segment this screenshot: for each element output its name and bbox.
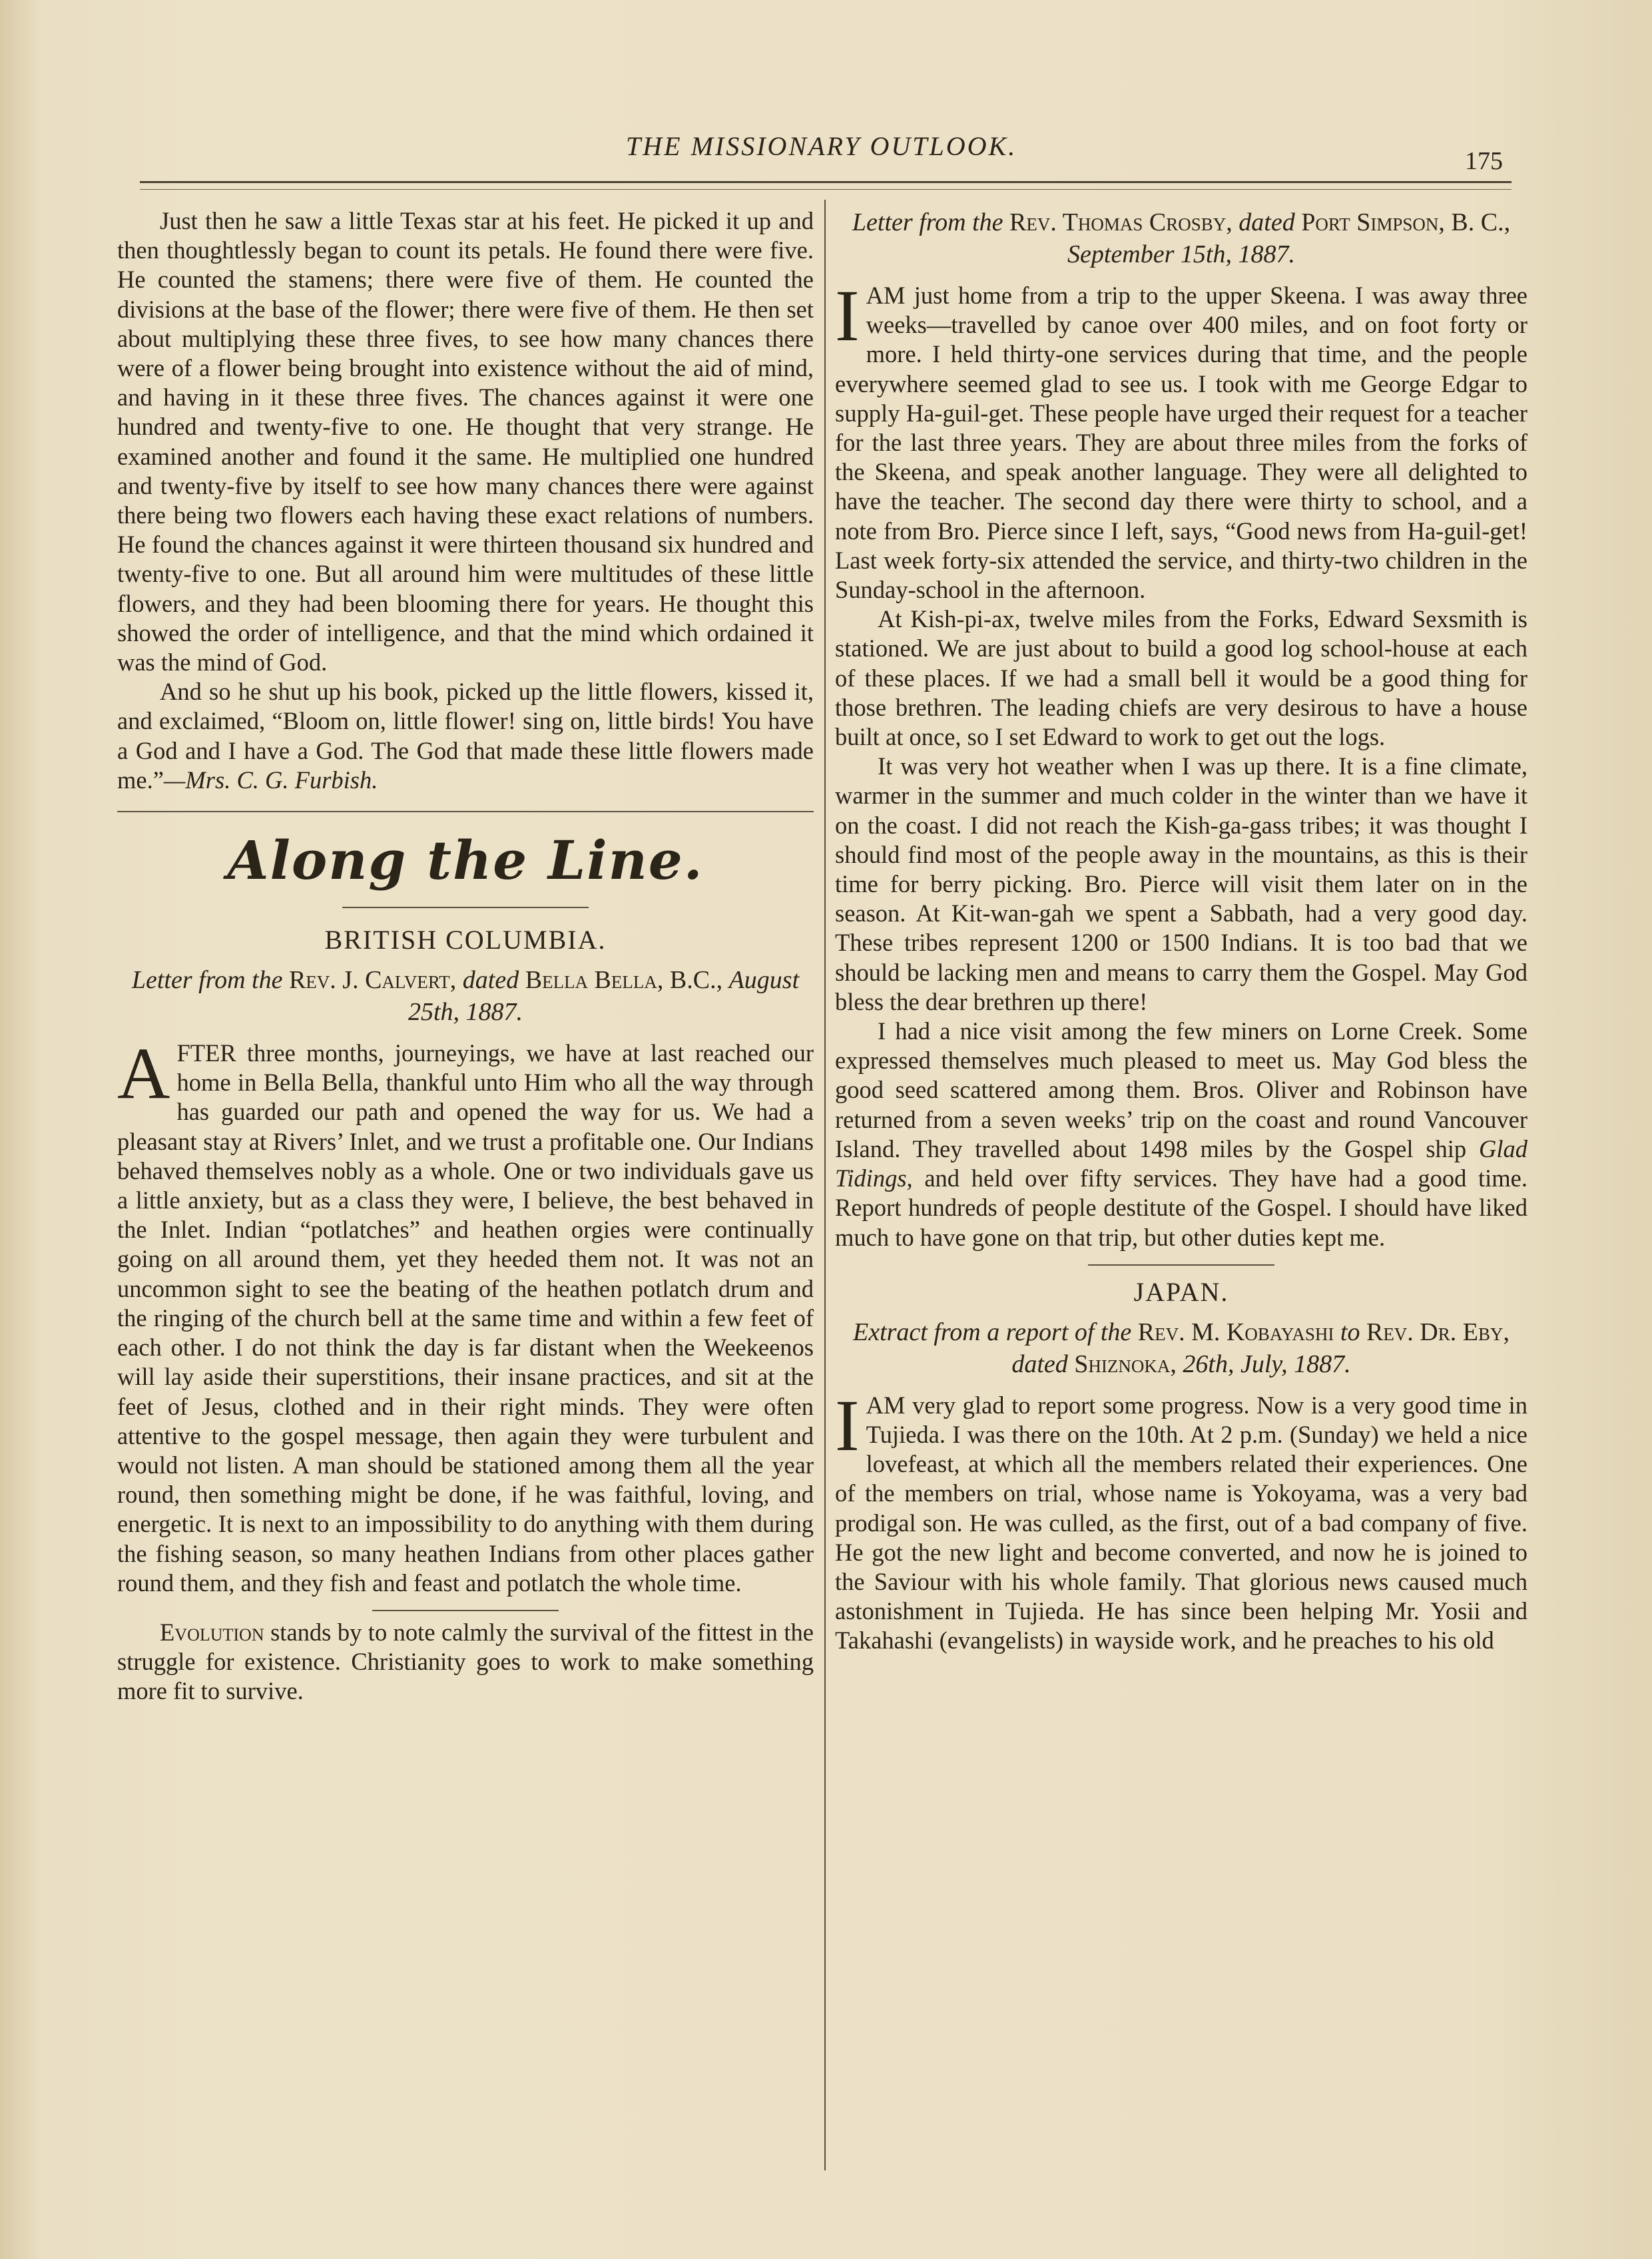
right-column <box>835 206 1527 1656</box>
drop-cap: I <box>835 275 860 356</box>
calvert-letter-text: FTER three months, journeyings, we have at last reached our home in Bella Bella, thankful unto Him who all the way through has guarded our path and opened the way for us. We had a pleasant stay at Rivers’ Inlet, and we trust a profitable one. Our Indians behaved themselves nobly as a whole. One or two individuals gave us a little anxiety, but as a class they were, I believe, the best behaved in the Inlet. Indian “potlatches” and heathen orgies were continually going on all around them, yet they heeded them not. It was not an uncommon sight to see the beating of the heathen potlatch drum and the ringing of the church bell at the same time and within a few feet of each other. I do not think the day is far distant when the Weekeenos will lay aside their superstitions, their insane practices, and sit at the feet of Jesus, clothed and in their right minds. They were often attentive to the gospel message, then again they were turbulent and would not listen. A man should be stationed among them all the year round, then something might be done, if he was faithful, loving, and energetic. It is next to an impossibility to do anything with them during the fishing season, so many heathen Indians from other places gather round them, and they fish and feast and potlatch the whole time. <box>117 1039 814 1597</box>
section-title-rule <box>342 907 589 908</box>
evolution-text: stands by to note calmly the survival of the fittest in the struggle for existence. Christianity goes to work to make something more fit to survive. <box>117 1618 814 1705</box>
heading-recipient: Rev. Dr. Eby, <box>1366 1318 1510 1346</box>
heading-place: Shiznoka, <box>1074 1350 1177 1378</box>
running-title: THE MISSIONARY OUTLOOK. <box>626 131 1017 161</box>
heading-date: 26th, July, 1887. <box>1183 1350 1351 1378</box>
crosby-letter-text: and held over fifty services. They have had a good time. Report hundreds of people destitute of the Gospel. I should have liked much to have gone on that trip, but other duties kept me. <box>835 1164 1528 1251</box>
story-paragraph: Just then he saw a little Texas star at his feet. He picked it up and then thoughtlessly began to count its petals. He found there were five. He counted the stamens; there were five of them. He counted the divisions at the base of the flower; there were five of them. He then set about multiplying these three fives, to see how many chances there were of a flower being brought into existence without the aid of mind, and having in it these three fives. The chances against it were one hundred and twenty-five to one. He thought that very strange. He examined another and found it the same. He multiplied one hundred and twenty-five by itself to see how many chances there were against there being two flowers each having these exact relations of numbers. He found the chances against it were thirteen thousand six hundred and twenty-five to one. But all around him were multitudes of these little flowers, and they had been blooming there for years. He thought this showed the order of intelligence, and that the mind which ordained it was the mind of God. <box>117 207 814 676</box>
heading-author: Rev. J. Calvert, <box>288 966 457 995</box>
heading-prefix: Letter from the <box>131 966 283 995</box>
heading-to: to <box>1340 1318 1360 1346</box>
crosby-letter-paragraph <box>835 1017 1527 1252</box>
heading-dated: dated <box>1239 208 1295 236</box>
region-heading: BRITISH COLUMBIA. <box>324 925 607 955</box>
column-divider <box>824 200 826 2170</box>
heading-place: Port Simpson, B. C., <box>1301 208 1511 236</box>
crosby-letter-paragraph: It was very hot weather when I was up there. It is a fine climate, warmer in the summer and much colder in the winter than we have it on the coast. I did not reach the Kish-ga-gass tribes; it was thought I should find most of the people away in the mountains, as this is their time for berry picking. Bro. Pierce will visit them later on in the season. At Kit-wan-gah we spent a Sabbath, had a very good day. These tribes represent 1200 or 1500 Indians. It is too bad that we should be lacking men and means to carry them the Gospel. May God bless the dear brethren up there! <box>835 752 1527 1015</box>
kobayashi-report-heading <box>835 1316 1527 1380</box>
left-column <box>117 206 814 1706</box>
section-rule <box>117 811 814 812</box>
kobayashi-report-body <box>835 1384 1527 1656</box>
crosby-letter-paragraph: At Kish-pi-ax, twelve miles from the Forks, Edward Sexsmith is stationed. We are just about to build a good log school-house at each of these places. If we had a small bell it would be a good thing for those brethren. The leading chiefs are very desirous to have a house built at once, so I set Edward to work to get out the logs. <box>835 605 1527 751</box>
calvert-letter-heading <box>117 964 814 1028</box>
crosby-letter-text: I had a nice visit among the few miners on Lorne Creek. Some expressed themselves much pleased to meet us. May God bless the good seed scattered among them. Bros. Oliver and Robinson have returned from a seven weeks’ trip on the coast and round Vancouver Island. They travelled about 1498 miles by the Gospel ship <box>835 1017 1527 1162</box>
evolution-lead: Evolution <box>160 1618 264 1646</box>
heading-dated: dated <box>462 966 519 995</box>
region-heading: JAPAN. <box>1133 1276 1229 1307</box>
heading-prefix: Letter from the <box>852 208 1003 236</box>
separator-rule <box>1088 1264 1274 1266</box>
heading-date: August 25th, 1887. <box>408 966 800 1027</box>
heading-author: Rev. M. Kobayashi <box>1137 1318 1334 1346</box>
section-title: Along the Line. <box>227 829 704 892</box>
heading-place: Bella Bella, B.C., <box>525 966 723 995</box>
calvert-letter-body <box>117 1033 814 1598</box>
page-number: 175 <box>1465 147 1503 175</box>
kobayashi-report-text: AM very glad to report some progress. Now is a very good time in Tujieda. I was there on the 10th. At 2 p.m. (Sunday) we held a nice lovefeast, at which all the members related their experiences. One of the members on trial, whose name is Yokoyama, was a very bad prodigal son. He was culled, as the first, out of a bad company of five. He got the new light and become converted, and now he is joined to the Saviour with his whole family. That glorious news caused much astonishment in Tujieda. He has since been helping Mr. Yosii and Takahashi (evangelists) in wayside work, and he preaches to his old <box>835 1391 1527 1654</box>
story-paragraph-text: And so he shut up his book, picked up the little flowers, kissed it, and exclaimed, “Bloom on, little flower! sing on, little birds! You have a God and I have a God. The God that made these little flowers made me.” <box>117 678 814 794</box>
heading-prefix: Extract from a report of the <box>853 1318 1132 1346</box>
story-signature: —Mrs. C. G. Furbish. <box>163 766 378 794</box>
drop-cap: I <box>835 1384 860 1466</box>
crosby-letter-heading <box>835 206 1527 270</box>
evolution-note <box>117 1618 814 1706</box>
heading-dated: dated <box>1011 1350 1068 1378</box>
story-paragraph <box>117 677 814 795</box>
header-rule <box>140 181 1512 183</box>
ship-name: Glad Tidings, <box>835 1134 1528 1192</box>
heading-author: Rev. Thomas Crosby, <box>1009 208 1233 236</box>
crosby-letter-paragraph <box>835 275 1527 605</box>
heading-date: September 15th, 1887. <box>1067 240 1295 268</box>
header-rule-thin <box>140 189 1512 190</box>
drop-cap: A <box>117 1033 170 1115</box>
crosby-letter-text: AM just home from a trip to the upper Skeena. I was away three weeks—travelled by canoe over 400 miles, and on foot forty or more. I held thirty-one services during that time, and the people everywhere seemed glad to see us. I took with me George Edgar to supply Ha-guil-get. These people have urged their request for a teacher for the last three years. They are about three miles from the forks of the Skeena, and speak another language. They were all delighted to have the teacher. The second day there were thirty to school, and a note from Bro. Pierce since I left, says, “Good news from Ha-guil-get! Last week forty-six attended the service, and thirty-two children in the Sunday-school in the afternoon. <box>835 282 1527 604</box>
separator-rule <box>372 1610 559 1611</box>
